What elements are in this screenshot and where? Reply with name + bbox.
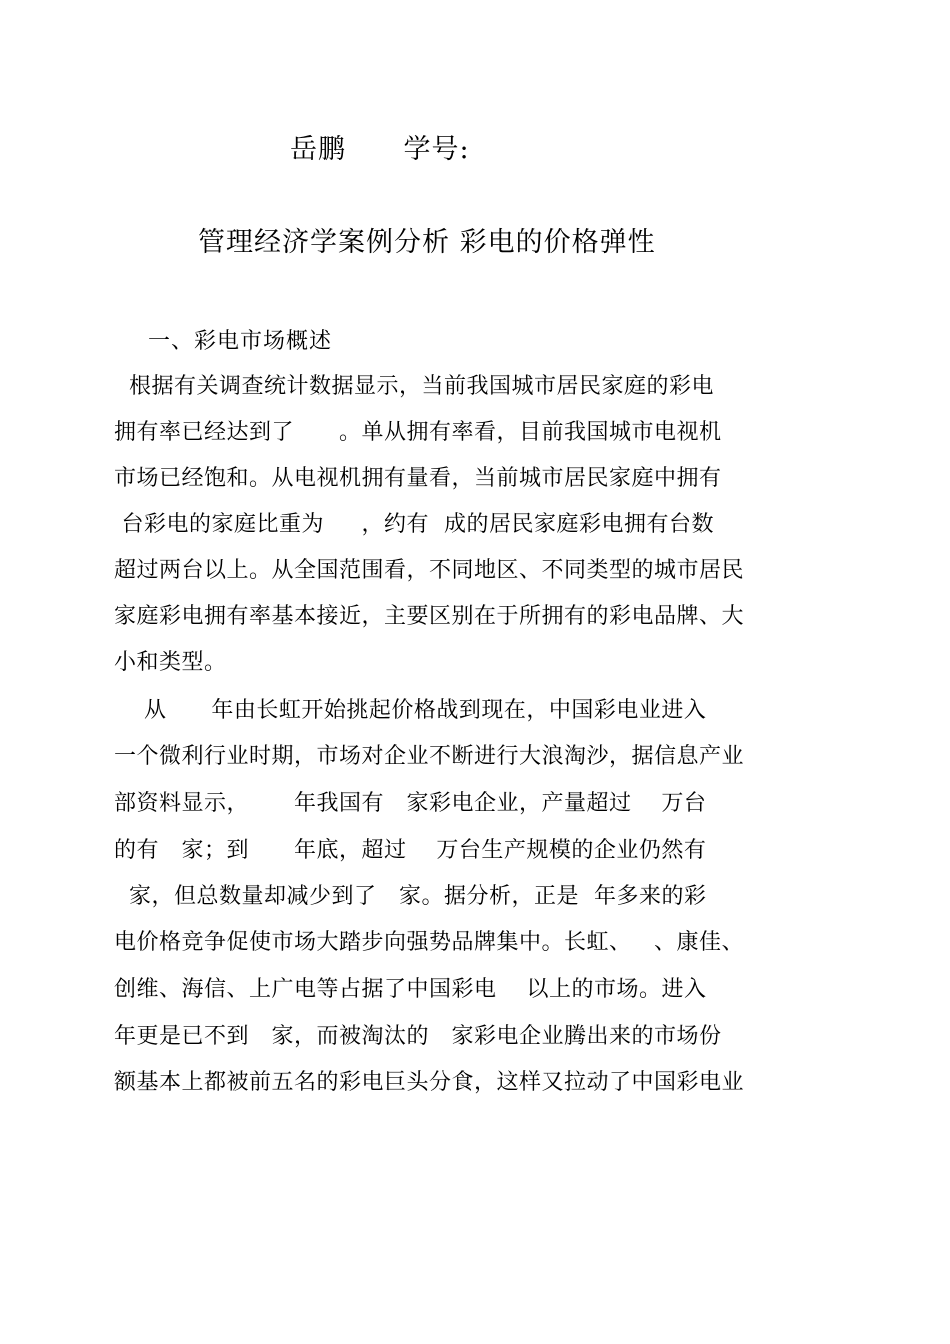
paragraph-line: 创维、海信、上广电等占据了中国彩电 以上的市场。进入 <box>114 977 707 1002</box>
paragraph-line: 电价格竞争促使市场大踏步向强势品牌集中。长虹、 、康佳、 <box>114 930 744 955</box>
paragraph-line: 小和类型。 <box>114 650 227 675</box>
paragraph-line: 根据有关调查统计数据显示，当前我国城市居民家庭的彩电 <box>114 374 714 399</box>
author-student-id-line: 岳鹏 学号: <box>290 134 470 165</box>
paragraph-line: 家庭彩电拥有率基本接近，主要区别在于所拥有的彩电品牌、大 <box>114 604 745 629</box>
paragraph-line: 从 年由长虹开始挑起价格战到现在，中国彩电业进入 <box>114 698 707 723</box>
paragraph-line: 额基本上都被前五名的彩电巨头分食，这样又拉动了中国彩电业 <box>114 1070 745 1095</box>
document-title: 管理经济学案例分析 彩电的价格弹性 <box>198 227 656 258</box>
paragraph-line: 家，但总数量却减少到了 家。据分析，正是 年多来的彩 <box>114 884 707 909</box>
paragraph-line: 市场已经饱和。从电视机拥有量看，当前城市居民家庭中拥有 <box>114 466 722 491</box>
paragraph-line: 超过两台以上。从全国范围看，不同地区、不同类型的城市居民 <box>114 558 745 583</box>
paragraph-line: 部资料显示， 年我国有 家彩电企业，产量超过 万台 <box>114 791 707 816</box>
section-heading: 一、彩电市场概述 <box>148 329 333 354</box>
paragraph-line: 年更是已不到 家，而被淘汰的 家彩电企业腾出来的市场份 <box>114 1024 722 1049</box>
paragraph-line: 拥有率已经达到了 。单从拥有率看，目前我国城市电视机 <box>114 420 722 445</box>
paragraph-line: 台彩电的家庭比重为 ，约有 成的居民家庭彩电拥有台数 <box>114 512 714 537</box>
paragraph-line: 的有 家；到 年底，超过 万台生产规模的企业仍然有 <box>114 838 707 863</box>
paragraph-line: 一个微利行业时期，市场对企业不断进行大浪淘沙，据信息产业 <box>114 744 745 769</box>
